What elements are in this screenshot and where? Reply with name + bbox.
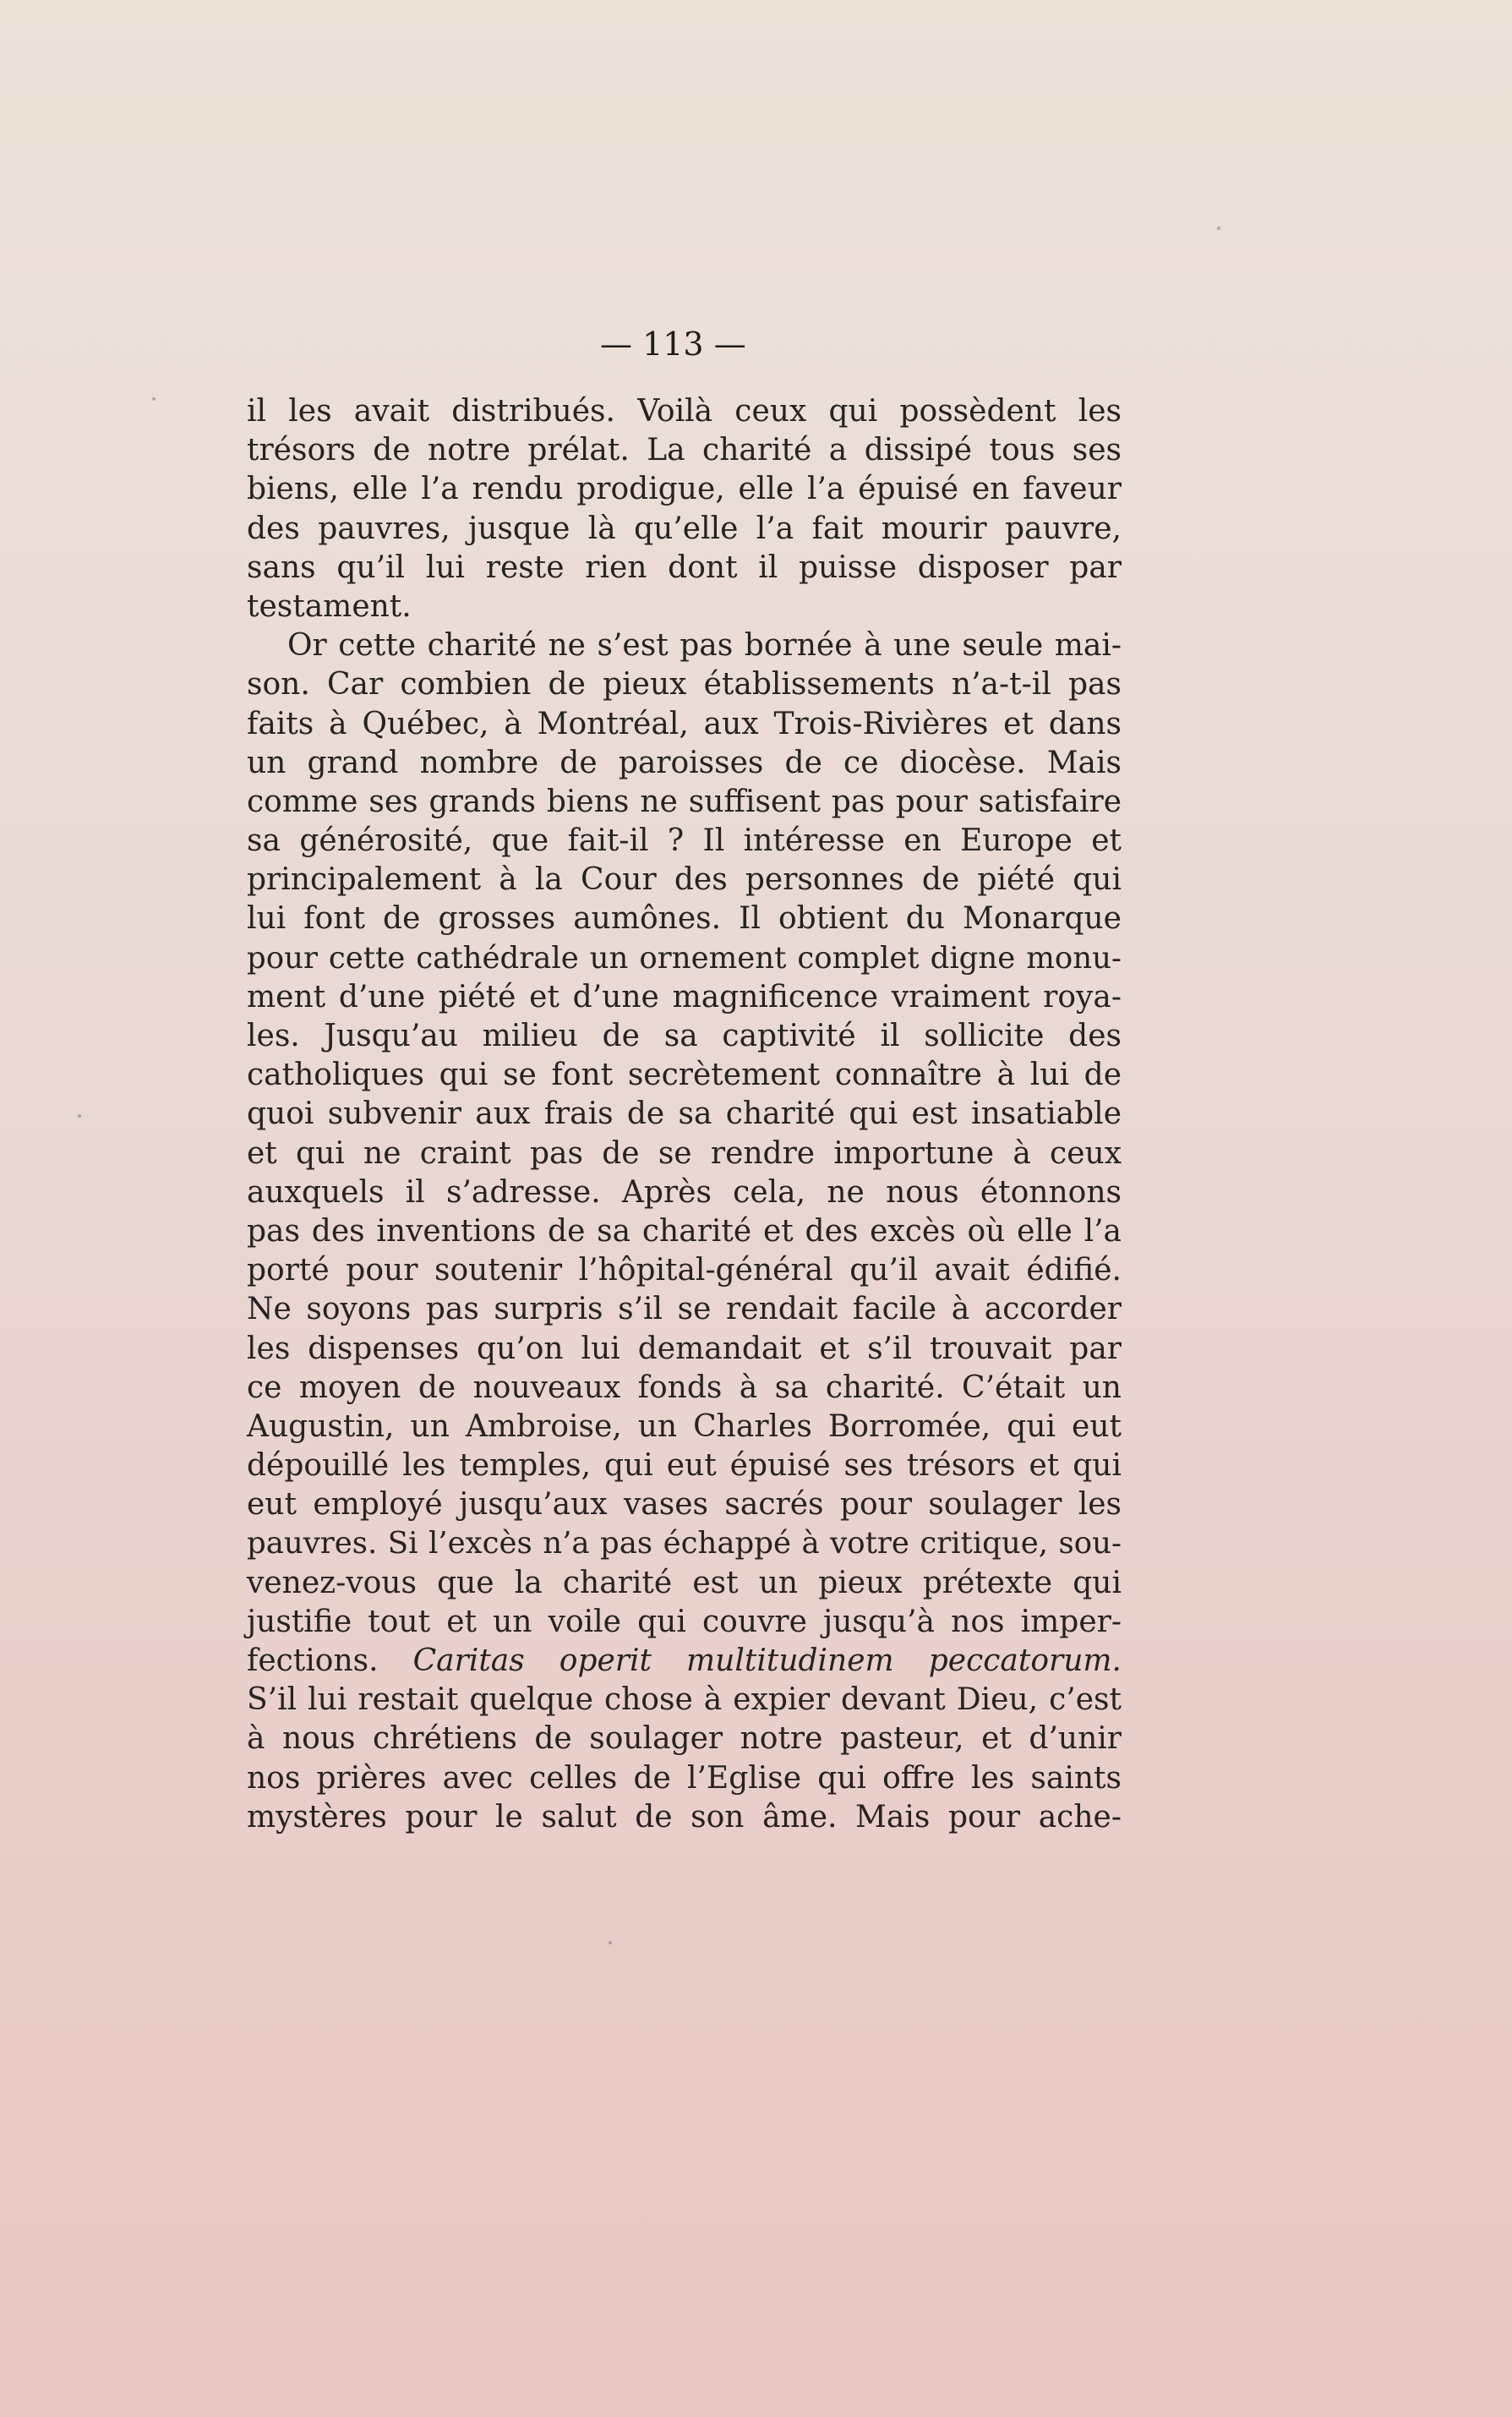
- text-segment: comme ses grands biens ne suffisent pas pour satisfaire: [247, 784, 1122, 819]
- text-line: [247, 1290, 1122, 1329]
- text-line: [247, 1564, 1122, 1603]
- text-line: [247, 392, 1122, 431]
- text-line: [247, 1135, 1122, 1173]
- text-segment: pauvres. Si l’excès n’a pas échappé à votre critique, sou-: [247, 1526, 1122, 1561]
- text-segment: fections.: [247, 1643, 413, 1678]
- paper-speck: [609, 1941, 612, 1944]
- text-segment: biens, elle l’a rendu prodigue, elle l’a épuisé en faveur: [247, 472, 1122, 507]
- text-segment: les. Jusqu’au milieu de sa captivité il sollicite des: [247, 1019, 1122, 1053]
- text-line: [247, 978, 1122, 1017]
- text-segment: sans qu’il lui reste rien dont il puisse disposer par: [247, 550, 1122, 585]
- text-line: [247, 861, 1122, 900]
- text-line: [247, 626, 1122, 665]
- text-line: [247, 822, 1122, 861]
- text-line: [247, 1603, 1122, 1642]
- body-text: [247, 392, 1122, 1837]
- text-line: [247, 1330, 1122, 1369]
- text-line: [247, 588, 1122, 626]
- paper-speck: [152, 397, 156, 401]
- text-segment: ment d’une piété et d’une magnificence vraiment roya-: [247, 979, 1122, 1014]
- text-line: [247, 744, 1122, 783]
- text-line: [247, 665, 1122, 704]
- text-segment: Augustin, un Ambroise, un Charles Borromée, qui eut: [247, 1408, 1122, 1444]
- text-segment: pas des inventions de sa charité et des excès où elle l’a: [247, 1213, 1122, 1249]
- text-segment: testament.: [247, 588, 412, 624]
- text-segment: justifie tout et un voile qui couvre jusqu’à nos imper-: [247, 1604, 1122, 1639]
- text-segment: les dispenses qu’on lui demandait et s’il trouvait par: [247, 1331, 1122, 1366]
- text-segment: Ne soyons pas surpris s’il se rendait facile à accorder: [247, 1292, 1122, 1327]
- text-line: [247, 939, 1122, 978]
- text-segment: des pauvres, jusque là qu’elle l’a fait mourir pauvre,: [247, 511, 1122, 546]
- text-segment: sa générosité, que fait-il ? Il intéresse en Europe et: [247, 823, 1122, 859]
- text-line: [247, 1408, 1122, 1446]
- text-segment: principalement à la Cour des personnes de piété qui: [247, 862, 1122, 898]
- text-segment: et qui ne craint pas de se rendre importune à ceux: [247, 1135, 1122, 1171]
- text-line: [247, 1798, 1122, 1837]
- paper-speck: [1217, 227, 1220, 230]
- text-segment: nos prières avec celles de l’Eglise qui offre les saints: [247, 1760, 1122, 1796]
- text-segment: il les avait distribués. Voilà ceux qui possèdent les: [247, 394, 1122, 429]
- text-segment: mystères pour le salut de son âme. Mais pour ache-: [247, 1799, 1122, 1835]
- text-line: [247, 1720, 1122, 1758]
- text-line: [247, 1212, 1122, 1251]
- text-line: [247, 1173, 1122, 1212]
- text-line: [247, 783, 1122, 822]
- text-segment: catholiques qui se font secrètement connaître à lui de: [247, 1058, 1122, 1093]
- text-segment: à nous chrétiens de soulager notre pasteur, et d’unir: [247, 1721, 1122, 1757]
- text-segment: un grand nombre de paroisses de ce diocèse. Mais: [247, 745, 1122, 780]
- text-line: [247, 1095, 1122, 1134]
- text-line: [247, 431, 1122, 470]
- text-segment: porté pour soutenir l’hôpital-général qu’il avait édifié.: [247, 1253, 1122, 1288]
- text-line: [247, 1251, 1122, 1290]
- text-segment: S’il lui restait quelque chose à expier devant Dieu, c’est: [247, 1682, 1122, 1718]
- text-segment: lui font de grosses aumônes. Il obtient du Monarque: [247, 901, 1122, 937]
- text-line: [247, 549, 1122, 588]
- text-line: [247, 470, 1122, 509]
- text-line: [247, 1446, 1122, 1485]
- text-line: [247, 1524, 1122, 1563]
- text-segment: Or cette charité ne s’est pas bornée à une seule mai-: [287, 628, 1122, 664]
- text-line: [247, 1017, 1122, 1056]
- text-segment: pour cette cathédrale un ornement complet digne monu-: [247, 940, 1122, 976]
- text-line: [247, 1681, 1122, 1720]
- text-line: [247, 510, 1122, 549]
- text-line: [247, 1369, 1122, 1408]
- text-line: [247, 705, 1122, 744]
- text-segment: quoi subvenir aux frais de sa charité qui est insatiable: [247, 1096, 1122, 1132]
- paper-speck: [78, 1114, 81, 1118]
- text-line: [247, 1642, 1122, 1681]
- latin-quote: Caritas operit multitudinem peccatorum.: [412, 1643, 1122, 1678]
- page-number: — 113 —: [600, 325, 746, 363]
- text-segment: faits à Québec, à Montréal, aux Trois-Rivières et dans: [247, 706, 1122, 741]
- text-segment: son. Car combien de pieux établissements n’a-t-il pas: [247, 667, 1122, 703]
- text-segment: dépouillé les temples, qui eut épuisé ses trésors et qui: [247, 1448, 1122, 1484]
- text-segment: venez-vous que la charité est un pieux prétexte qui: [247, 1565, 1122, 1600]
- text-line: [247, 900, 1122, 938]
- text-segment: trésors de notre prélat. La charité a dissipé tous ses: [247, 433, 1122, 468]
- text-segment: ce moyen de nouveaux fonds à sa charité. C’était un: [247, 1370, 1122, 1405]
- text-line: [247, 1759, 1122, 1798]
- text-line: [247, 1485, 1122, 1524]
- text-line: [247, 1056, 1122, 1095]
- text-segment: auxquels il s’adresse. Après cela, ne nous étonnons: [247, 1174, 1122, 1210]
- text-segment: eut employé jusqu’aux vases sacrés pour soulager les: [247, 1487, 1122, 1523]
